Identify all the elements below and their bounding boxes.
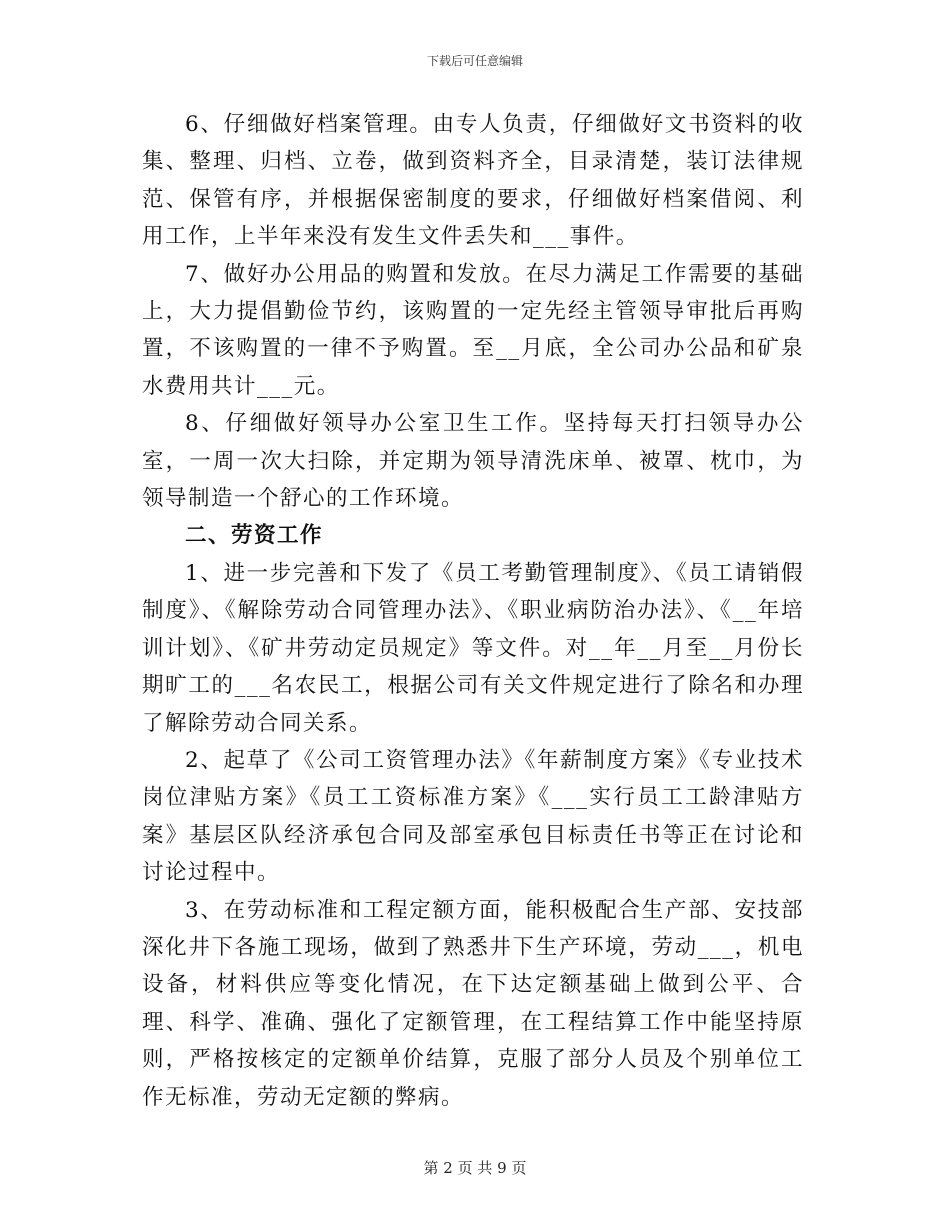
paragraph-office-hygiene: 8、仔细做好领导办公室卫生工作。坚持每天打扫领导办公室，一周一次大扫除，并定期为领导清洗床单、被罩、枕巾，为领导制造一个舒心的工作环境。 bbox=[142, 411, 804, 512]
page-number: 第 2 页 共 9 页 bbox=[423, 1159, 527, 1177]
section-heading-labor-wages: 二、劳资工作 bbox=[185, 523, 324, 549]
paragraph-archive-management: 6、仔细做好档案管理。由专人负责，仔细做好文书资料的收集、整理、归档、立卷，做到资料齐全，目录清楚，装订法律规范、保管有序，并根据保密制度的要求，仔细做好档案借阅、利用工作，上半年来没有发生文件丢失和___事件。 bbox=[142, 112, 804, 250]
paragraph-labor-standards: 3、在劳动标准和工程定额方面，能积极配合生产部、安技部深化井下各施工现场，做到了熟悉井下生产环境，劳动___，机电设备，材料供应等变化情况，在下达定额基础上做到公平、合理、科学、准确、强化了定额管理，在工程结算工作中能坚持原则，严格按核定的定额单价结算，克服了部分人员及个别单位工作无标准，劳动无定额的弊病。 bbox=[142, 897, 804, 1110]
paragraph-labor-regulations: 1、进一步完善和下发了《员工考勤管理制度》、《员工请销假制度》、《解除劳动合同管理办法》、《职业病防治办法》、《__年培训计划》、《矿井劳动定员规定》等文件。对__年__月至__月份长期旷工的___名农民工，根据公司有关文件规定进行了除名和办理了解除劳动合同关系。 bbox=[142, 560, 804, 736]
page-header: 下载后可任意编辑 bbox=[426, 54, 523, 68]
document-body bbox=[142, 106, 804, 1116]
paragraph-office-supplies: 7、做好办公用品的购置和发放。在尽力满足工作需要的基础上，大力提倡勤俭节约，该购置的一定先经主管领导审批后再购置，不该购置的一律不予购置。至__月底，全公司办公品和矿泉水费用共计___元。 bbox=[142, 261, 804, 399]
paragraph-wage-drafts: 2、起草了《公司工资管理办法》《年薪制度方案》《专业技术岗位津贴方案》《员工工资标准方案》《___实行员工工龄津贴方案》基层区队经济承包合同及部室承包目标责任书等正在讨论和讨论过程中。 bbox=[142, 747, 804, 886]
